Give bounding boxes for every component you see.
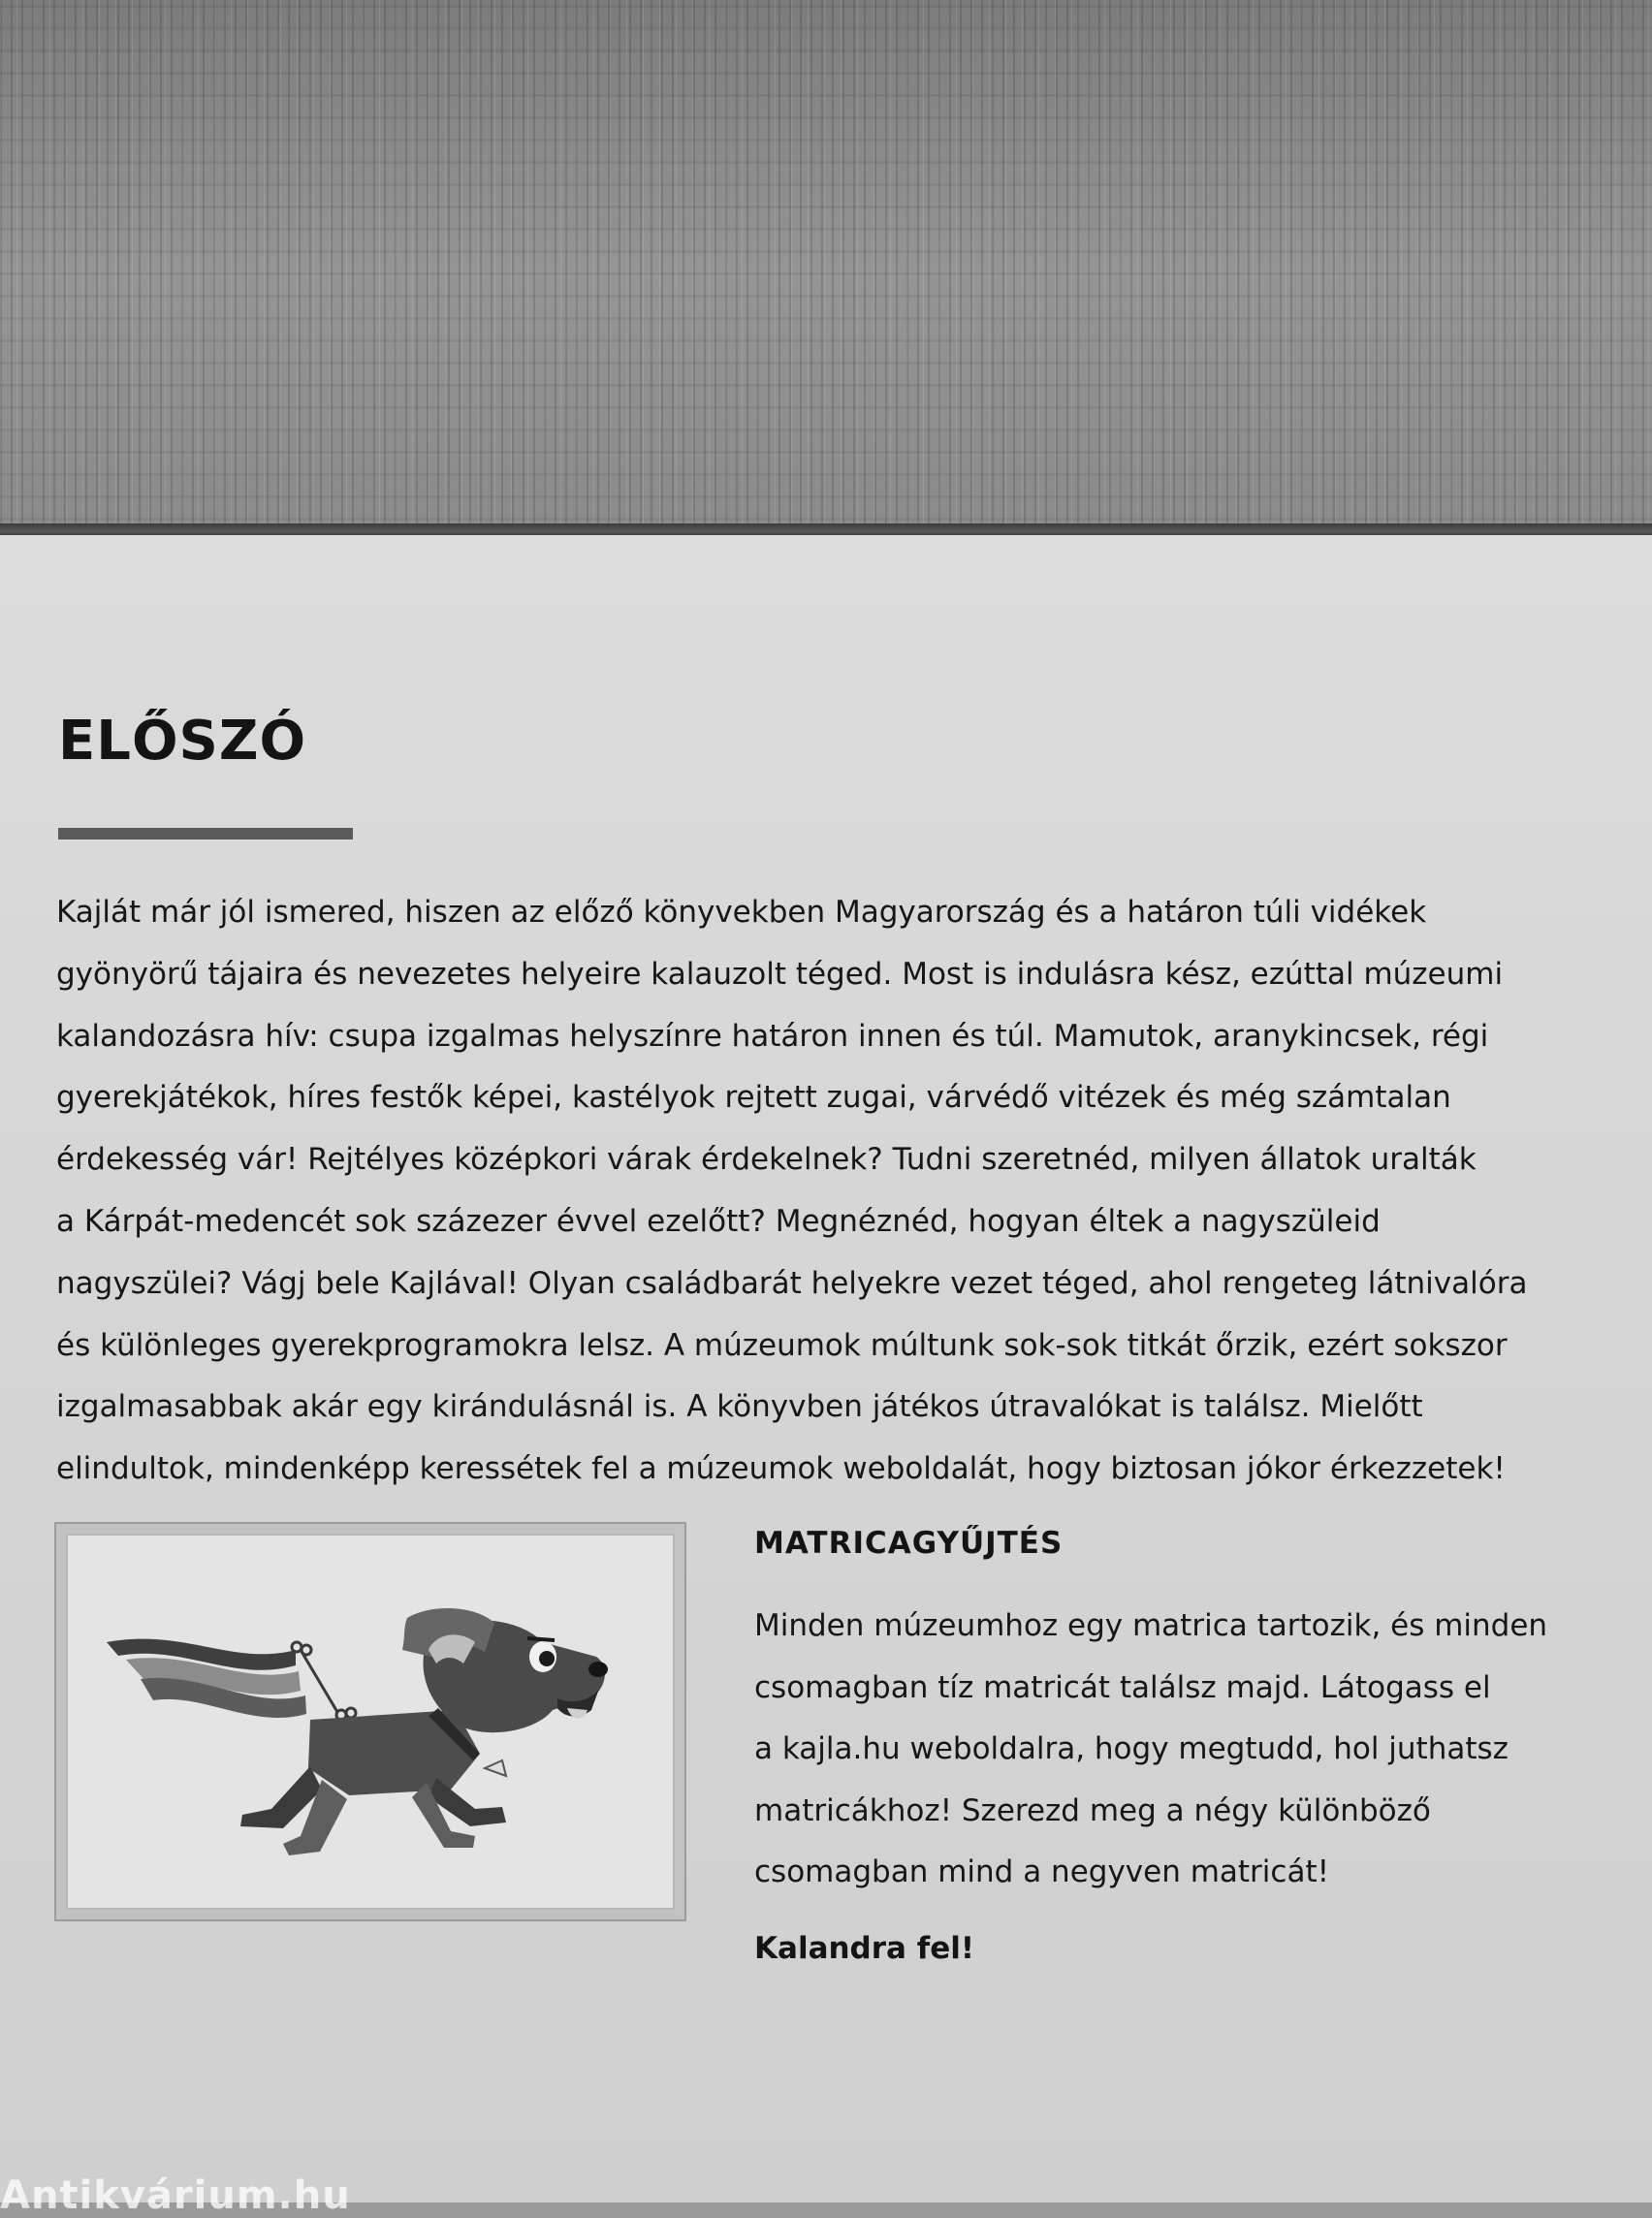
intro-line: izgalmasabbak akár egy kirándulásnál is. A könyvben játékos útravalókat is találsz. Mielőtt — [56, 1389, 1423, 1425]
intro-line: Kajlát már jól ismered, hiszen az előző könyvekben Magyarország és a határon túli vidékek — [56, 895, 1427, 930]
closing-line: Kalandra fel! — [754, 1931, 975, 1966]
intro-line: és különleges gyerekprogramokra lelsz. A múzeumok múltunk sok-sok titkát őrzik, ezért sokszor — [56, 1327, 1508, 1363]
intro-line: kalandozásra hív: csupa izgalmas helyszínre határon innen és túl. Mamutok, aranykincsek, régi — [56, 1018, 1489, 1054]
book-page — [0, 535, 1652, 2218]
sticker-line: csomagban mind a negyven matricát! — [754, 1854, 1330, 1889]
background-texture — [0, 0, 1652, 543]
intro-line: gyerekjátékok, híres festők képei, kastélyok rejtett zugai, várvédő vitézek és még számtalan — [56, 1080, 1451, 1116]
intro-line: gyönyörű tájaira és nevezetes helyeire kalauzolt téged. Most is indulásra kész, ezúttal múzeumi — [56, 956, 1504, 992]
illustration-card — [66, 1534, 675, 1910]
sticker-line: matricákhoz! Szerezd meg a négy különböző — [754, 1792, 1431, 1828]
sticker-heading: MATRICAGYŰJTÉS — [754, 1526, 1064, 1561]
intro-line: a Kárpát-medencét sok százezer évvel ezelőtt? Megnéznéd, hogyan éltek a nagyszüleid — [56, 1203, 1381, 1239]
title-underline — [58, 828, 353, 840]
running-dog-with-flag-icon — [68, 1536, 675, 1908]
illustration-frame — [54, 1522, 686, 1921]
page-title: ELŐSZÓ — [58, 710, 307, 773]
intro-paragraph — [56, 882, 1607, 1501]
sticker-line: csomagban tíz matricát találsz majd. Látogass el — [754, 1669, 1491, 1705]
watermark-text: Antikvárium.hu — [0, 2173, 351, 2218]
intro-line: érdekesség vár! Rejtélyes középkori várak érdekelnek? Tudni szeretnéd, milyen állatok uralták — [56, 1142, 1477, 1178]
intro-line: elindultok, mindenképp keressétek fel a múzeumok weboldalát, hogy biztosan jókor érkezzetek! — [56, 1451, 1506, 1487]
sticker-line: a kajla.hu weboldalra, hogy megtudd, hol juthatsz — [754, 1731, 1509, 1766]
intro-line: nagyszülei? Vágj bele Kajlával! Olyan családbarát helyekre vezet téged, ahol rengeteg látnivalóra — [56, 1265, 1528, 1301]
sticker-paragraph — [754, 1596, 1607, 1904]
sticker-line: Minden múzeumhoz egy matrica tartozik, és minden — [754, 1608, 1548, 1643]
